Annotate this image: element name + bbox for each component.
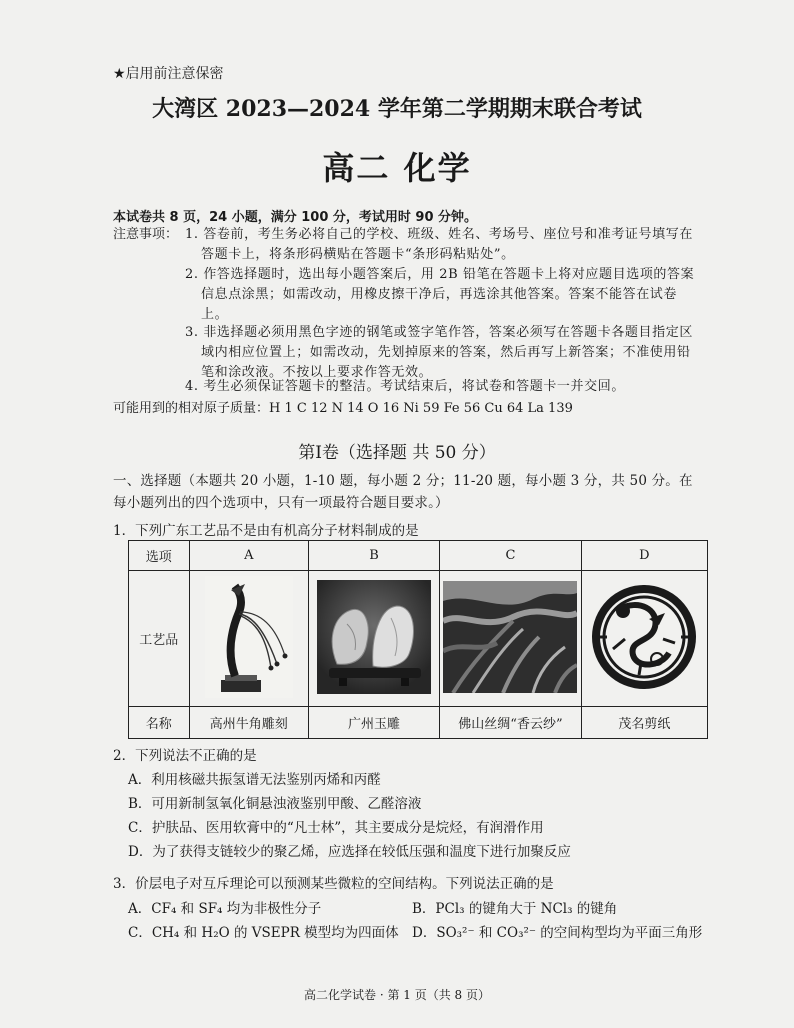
q1-options-table: [128, 540, 708, 739]
q3-option-d: D．SO₃²⁻ 和 CO₃²⁻ 的空间构型均为平面三角形: [412, 925, 703, 941]
q3-option-c: C．CH₄ 和 H₂O 的 VSEPR 模型均为四面体: [128, 925, 399, 941]
jade-carving-image: [317, 580, 431, 694]
q3-option-b: B．PCl₃ 的键角大于 NCl₃ 的键角: [412, 901, 618, 917]
craft-name: 高州牛角雕刻: [189, 707, 308, 739]
question-3-stem: 3．价层电子对互斥理论可以预测某些微粒的空间结构。下列说法正确的是: [113, 876, 554, 892]
option-letter: D: [581, 541, 707, 571]
craft-name: 广州玉雕: [308, 707, 439, 739]
option-letter: C: [440, 541, 582, 571]
cell-c-image: [440, 571, 582, 707]
row-label-craft: 工艺品: [129, 571, 190, 707]
cell-a-image: [189, 571, 308, 707]
cell-d-image: [581, 571, 707, 707]
note-item: 4. 考生必须保证答题卡的整洁。考试结束后，将试卷和答题卡一并交回。: [185, 379, 625, 394]
craft-name: 佛山丝绸“香云纱”: [440, 707, 582, 739]
paper-cutting-image: [589, 579, 699, 695]
exam-title: 大湾区 2023—2024 学年第二学期期末联合考试: [152, 96, 642, 122]
section-title: 第Ⅰ卷（选择题 共 50 分）: [298, 443, 496, 463]
option-letter: A: [189, 541, 308, 571]
part1-instructions: 一、选择题（本题共 20 小题，1-10 题，每小题 2 分；11-20 题，每小题 3 分，共 50 分。在每小题列出的四个选项中，只有一项最符合题目要求。）: [113, 473, 693, 511]
atomic-masses: 可能用到的相对原子质量：H 1 C 12 N 14 O 16 Ni 59 Fe 56 Cu 64 La 139: [113, 401, 573, 416]
q2-option-b: B．可用新制氢氧化铜悬浊液鉴别甲酸、乙醛溶液: [128, 796, 422, 812]
subject-title: 高二 化学: [322, 149, 472, 187]
notes-label: 注意事项：: [113, 227, 179, 242]
horn-carving-image: [205, 576, 293, 698]
note-item: 1. 答卷前，考生务必将自己的学校、班级、姓名、考场号、座位号和准考证号填写在答题卡上，将条形码横贴在答题卡“条形码粘贴处”。: [185, 227, 693, 262]
q2-option-a: A．利用核磁共振氢谱无法鉴别丙烯和丙醛: [128, 772, 381, 788]
row-label-name: 名称: [129, 707, 190, 739]
question-1-stem: 1．下列广东工艺品不是由有机高分子材料制成的是: [113, 523, 419, 539]
note-item: 3. 非选择题必须用黑色字迹的钢笔或签字笔作答，答案必须写在答题卡各题目指定区域内相应位置上；如需改动，先划掉原来的答案，然后再写上新答案；不准使用铅笔和涂改液。不按以上要求作答无效。: [185, 325, 693, 380]
page-footer: 高二化学试卷 · 第 1 页（共 8 页）: [304, 988, 490, 1002]
option-letter: B: [308, 541, 439, 571]
q2-option-c: C．护肤品、医用软膏中的“凡士林”，其主要成分是烷烃，有润滑作用: [128, 820, 544, 836]
note-item: 2. 作答选择题时，选出每小题答案后，用 2B 铅笔在答题卡上将对应题目选项的答案信息点涂黑；如需改动，用橡皮擦干净后，再选涂其他答案。答案不能答在试卷上。: [185, 267, 695, 322]
row-label-option: 选项: [129, 541, 190, 571]
cell-b-image: [308, 571, 439, 707]
q2-option-d: D．为了获得支链较少的聚乙烯，应选择在较低压强和温度下进行加聚反应: [128, 844, 571, 860]
confidential-notice: ★启用前注意保密: [113, 66, 224, 82]
exam-summary: 本试卷共 8 页，24 小题，满分 100 分，考试用时 90 分钟。: [113, 210, 478, 225]
q3-option-a: A．CF₄ 和 SF₄ 均为非极性分子: [128, 901, 322, 917]
silk-fabric-image: [443, 581, 577, 693]
craft-name: 茂名剪纸: [581, 707, 707, 739]
question-2-stem: 2．下列说法不正确的是: [113, 748, 257, 764]
